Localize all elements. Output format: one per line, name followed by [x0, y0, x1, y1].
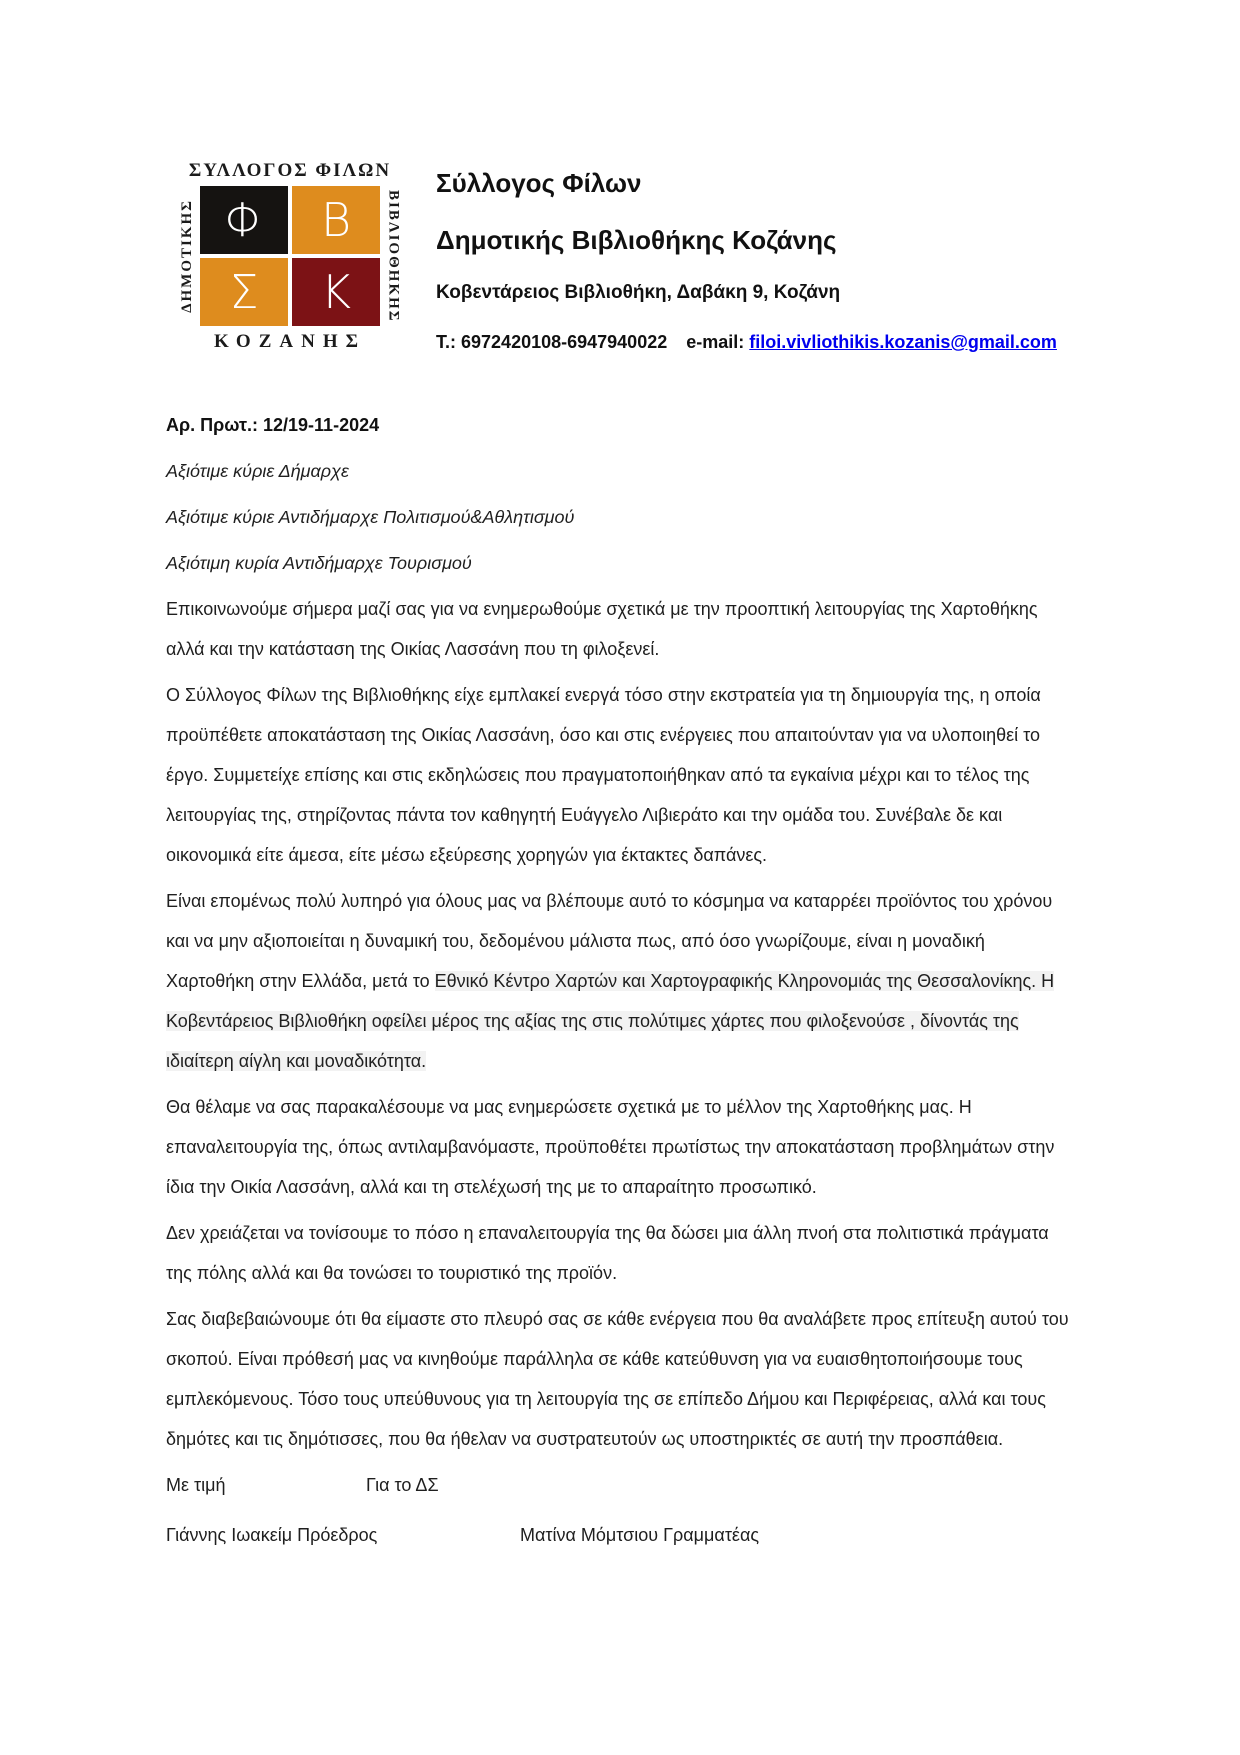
phone-numbers: Τ.: 6972420108-6947940022 — [436, 332, 668, 352]
logo-square-sigma — [200, 258, 288, 326]
kappa-letter-icon: Κ — [320, 265, 352, 319]
closing-line — [166, 1465, 1076, 1505]
association-logo — [166, 160, 414, 353]
logo-right-label: ΒΙΒΛΙΟΘΗΚΗΣ — [385, 189, 402, 323]
salutation-deputy-mayor-tourism: Αξιότιμη κυρία Αντιδήμαρχε Τουρισμού — [166, 553, 472, 573]
salutation-mayor: Αξιότιμε κύριε Δήμαρχε — [166, 461, 349, 481]
logo-square-beta — [292, 186, 380, 254]
signature-secretary: Ματίνα Μόμτσιου Γραμματέας — [520, 1525, 760, 1545]
closing-regards: Με τιμή — [166, 1475, 226, 1495]
closing-for-board: Για το ΔΣ — [366, 1475, 439, 1495]
letter-body — [166, 405, 1076, 1555]
logo-square-phi — [200, 186, 288, 254]
paragraph-3-plain: Είναι επομένως πολύ λυπηρό για όλους μας να βλέπουμε αυτό το κόσμημα να καταρρέει προϊόντος του χρόνου και να μην αξιοποιείται η δυναμική του, δεδομένου μάλιστα πως, από όσο γνωρίζουμε, είναι η μοναδική Χαρτοθήκη στην Ελλάδα, μετά το — [166, 891, 1053, 991]
email-link[interactable]: filoi.vivliothikis.kozanis@gmail.com — [749, 332, 1057, 352]
org-address: Κοβεντάρειος Βιβλιοθήκη, Δαβάκη 9, Κοζάνη — [436, 282, 841, 303]
protocol-number-line: Αρ. Πρωτ.: 12/19-11-2024 — [166, 415, 380, 435]
paragraph-6: Σας διαβεβαιώνουμε ότι θα είμαστε στο πλευρό σας σε κάθε ενέργεια που θα αναλάβετε προς επίτευξη αυτού του σκοπού. Είναι πρόθεσή μας να κινηθούμε παράλληλα σε κάθε κατεύθυνση για να ευαισθητοποιήσουμε τους εμπλεκόμενους. Τόσο τους υπεύθυνους για τη λειτουργία της σε επίπεδο Δήμου και Περιφέρειας, αλλά και τους δημότες και τις δημότισσες, που θα ήθελαν να συστρατευτούν ως υποστηρικτές σε αυτή την προσπάθεια. — [166, 1309, 1069, 1449]
letterhead — [166, 160, 1076, 353]
logo-squares-grid — [200, 186, 380, 326]
paragraph-1: Επικοινωνούμε σήμερα μαζί σας για να ενημερωθούμε σχετικά με την προοπτική λειτουργίας της Χαρτοθήκης αλλά και την κατάσταση της Οικίας Λασσάνη που τη φιλοξενεί. — [166, 599, 1038, 659]
logo-top-label: ΣΥΛΛΟΓΟΣ ΦΙΛΩΝ — [188, 160, 392, 181]
org-contact-line — [436, 332, 1057, 353]
signature-president: Γιάννης Ιωακείμ Πρόεδρος — [166, 1525, 378, 1545]
sigma-letter-icon: Σ — [229, 265, 259, 319]
paragraph-3-highlighted: Εθνικό Κέντρο Χαρτών και Χαρτογραφικής Κληρονομιάς της Θεσσαλονίκης. Η Κοβεντάρειος Βιβλιοθήκη οφείλει μέρος της αξίας της στις πολύτιμες χάρτες που φιλοξενούσε , δίνοντάς της ιδιαίτερη αίγλη και μοναδικότητα. — [166, 971, 1055, 1071]
paragraph-2: Ο Σύλλογος Φίλων της Βιβλιοθήκης είχε εμπλακεί ενεργά τόσο στην εκστρατεία για τη δημιουργία της, η οποία προϋπέθετε αποκατάσταση της Οικίας Λασσάνη, όσο και στις ενέργειες που απαιτούνταν για να υλοποιηθεί το έργο. Συμμετείχε επίσης και στις εκδηλώσεις που πραγματοποιήθηκαν από τα εγκαίνια μέχρι και το τέλος της λειτουργίας της, στηρίζοντας πάντα τον καθηγητή Ευάγγελο Λιβιεράτο και την ομάδα του. Συνέβαλε δε και οικονομικά είτε άμεσα, είτε μέσω εξεύρεσης χορηγών για έκτακτες δαπάνες. — [166, 685, 1041, 865]
signature-line — [166, 1515, 1076, 1555]
org-name-line1: Σύλλογος Φίλων — [436, 168, 642, 198]
logo-left-label: ΔΗΜΟΤΙΚΗΣ — [178, 199, 195, 313]
paragraph-4: Θα θέλαμε να σας παρακαλέσουμε να μας ενημερώσετε σχετικά με το μέλλον της Χαρτοθήκης μας. Η επαναλειτουργία της, όπως αντιλαμβανόμαστε, προϋποθέτει πρωτίστως την αποκατάσταση προβλημάτων στην ίδια την Οικία Λασσάνη, αλλά και τη στελέχωσή της με το απαραίτητο προσωπικό. — [166, 1097, 1055, 1197]
logo-middle-row — [166, 186, 414, 326]
letterhead-text — [436, 160, 1057, 353]
paragraph-5: Δεν χρειάζεται να τονίσουμε το πόσο η επαναλειτουργία της θα δώσει μια άλλη πνοή στα πολιτιστικά πράγματα της πόλης αλλά και θα τονώσει το τουριστικό της προϊόν. — [166, 1223, 1049, 1283]
logo-square-kappa — [292, 258, 380, 326]
logo-bottom-label: ΚΟΖΑΝΗΣ — [213, 331, 367, 352]
salutation-deputy-mayor-culture: Αξιότιμε κύριε Αντιδήμαρχε Πολιτισμού&Αθλητισμού — [166, 507, 575, 527]
paragraph-3 — [166, 881, 1076, 1081]
beta-letter-icon: Β — [320, 193, 352, 247]
phi-letter-icon: Φ — [224, 193, 264, 247]
email-label: e-mail: — [686, 332, 745, 352]
org-name-line2: Δημοτικής Βιβλιοθήκης Κοζάνης — [436, 225, 837, 255]
